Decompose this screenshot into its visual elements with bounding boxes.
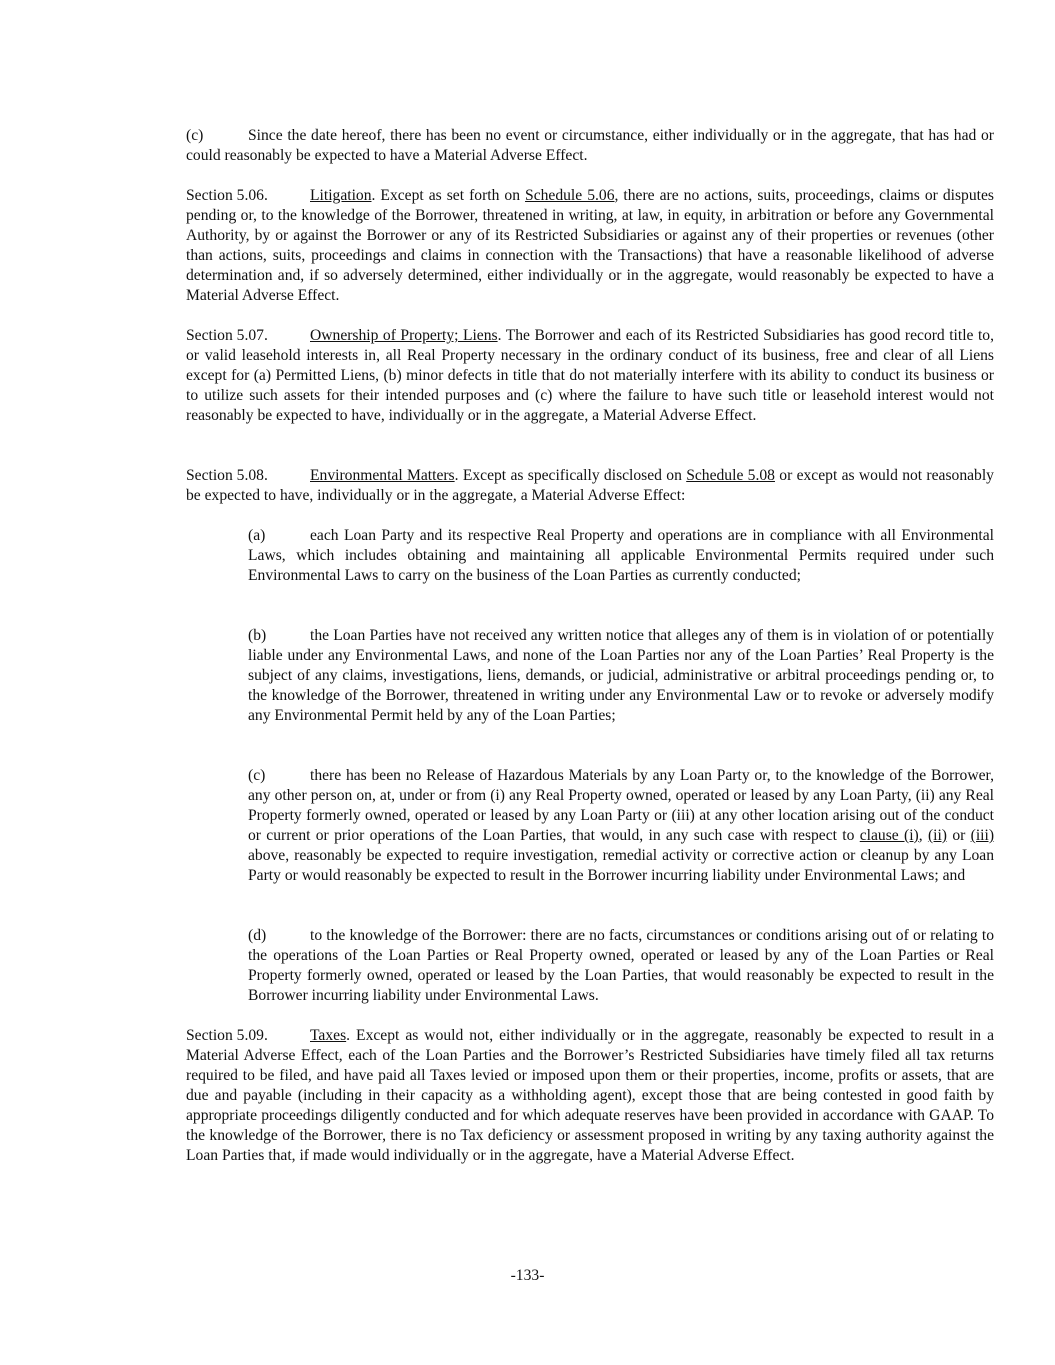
paragraph-label: (c) [186, 127, 204, 144]
page-number: -133- [510, 1267, 545, 1284]
paragraph-text: Since the date hereof, there has been no event or circumstance, either individually or in the aggregate, that has had or could reasonably be expected to have a Material Adverse Effect. [186, 127, 994, 164]
section-number: Section 5.09. [186, 1027, 268, 1044]
section-number: Section 5.08. [186, 467, 268, 484]
section-5-06-litigation [124, 186, 994, 306]
section-text: or except as would not reasonably be expected to have, individually or in the aggregate, a Material Adverse Effect: [186, 467, 994, 504]
section-text-pre: . Except as set forth on [371, 187, 526, 204]
environmental-item-c [186, 766, 994, 886]
section-text: , there are no actions, suits, proceedings, claims or disputes pending or, to the knowledge of the Borrower, threatened in writing, at law, in equity, in arbitration or before any Governmental Authority, by or against the Borrower or any of its Restricted Subsidiaries or against any of their properties or revenues (other than actions, suits, proceedings and claims in connection with the Transactions) that have a reasonable likelihood of adverse determination and, if so adversely determined, either individually or in the aggregate, would reasonably be expected to have a Material Adverse Effect. [186, 187, 994, 304]
section-title: Taxes [310, 1027, 347, 1044]
item-text: each Loan Party and its respective Real Property and operations are in compliance with all Environmental Laws, which includes obtaining and maintaining all applicable Environmental Permits required under such Environmental Laws to carry on the business of the Loan Parties as currently conducted; [248, 527, 994, 584]
environmental-item-d [186, 926, 994, 1006]
schedule-reference: Schedule 5.06 [525, 187, 615, 204]
item-label: (c) [248, 767, 266, 784]
section-title: Ownership of Property; Liens [310, 327, 498, 344]
item-separator: , [918, 827, 928, 844]
section-5-09-taxes [124, 1026, 994, 1166]
item-text: the Loan Parties have not received any written notice that alleges any of them is in violation of or potentially liable under any Environmental Laws, and none of the Loan Parties nor any of the Loan Parties’ Real Property is the subject of any claims, investigations, liens, demands, or judicial, administrative or arbitral proceedings pending or, to the knowledge of the Borrower, threatened in writing under any Environmental Law or to revoke or adversely modify any Environmental Permit held by any of the Loan Parties; [248, 627, 994, 724]
section-title: Environmental Matters [310, 467, 455, 484]
section-number: Section 5.06. [186, 187, 268, 204]
schedule-reference: Schedule 5.08 [686, 467, 775, 484]
section-5-08-environmental-matters [124, 466, 994, 506]
item-label: (d) [248, 927, 267, 944]
clause-reference: (ii) [927, 827, 948, 844]
section-text: . The Borrower and each of its Restricted Subsidiaries has good record title to, or valid leasehold interests in, all Real Property necessary in the ordinary conduct of its business, free and clear of all Liens except for (a) Permitted Liens, (b) minor defects in title that do not materially interfere with its ability to conduct its business or to utilize such assets for their intended purposes and (c) where the failure to have such title or leasehold interest would not reasonably be expected to have, individually or in the aggregate, a Material Adverse Effect. [186, 327, 994, 424]
paragraph-c-material-adverse-effect [124, 126, 994, 166]
clause-reference: clause (i) [859, 827, 919, 844]
environmental-item-b [186, 626, 994, 726]
section-5-07-ownership-of-property [124, 326, 994, 426]
item-label: (b) [248, 627, 267, 644]
clause-reference: (iii) [970, 827, 995, 844]
section-number: Section 5.07. [186, 327, 268, 344]
item-text: to the knowledge of the Borrower: there are no facts, circumstances or conditions arising out of or relating to the operations of the Loan Parties or Real Property owned, operated or leased by any of the Loan Parties or Real Property formerly owned, operated or leased by the Loan Parties, that would reasonably be expected to result in the Borrower incurring liability under Environmental Laws. [248, 927, 994, 1004]
section-text-pre: . Except as specifically disclosed on [454, 467, 687, 484]
item-label: (a) [248, 527, 266, 544]
item-text: above, reasonably be expected to require investigation, remedial activity or corrective action or cleanup by any Loan Party or would reasonably be expected to result in the Borrower incurring liability under Environmental Laws; and [248, 847, 994, 884]
item-text: there has been no Release of Hazardous Materials by any Loan Party or, to the knowledge of the Borrower, any other person on, at, under or from (i) any Real Property owned, operated or leased by any Loan Party, (ii) any Real Property formerly owned, operated or leased by any Loan Party or (iii) at any other location arising out of the conduct or current or prior operations of the Loan Parties, that would, in any such case with respect to [248, 767, 994, 844]
section-text: . Except as would not, either individually or in the aggregate, reasonably be expected to result in a Material Adverse Effect, each of the Loan Parties and the Borrower’s Restricted Subsidiaries have timely filed all tax returns required to be filed, and have paid all Taxes levied or imposed upon them or their properties, income, profits or assets, that are due and payable (including in their capacity as a withholding agent), except those that are being contested in good faith by appropriate proceedings diligently conducted and for which adequate reserves have been provided in accordance with GAAP. To the knowledge of the Borrower, there is no Tax deficiency or assessment proposed in writing by any taxing authority against the Loan Parties that, if made would individually or in the aggregate, have a Material Adverse Effect. [186, 1027, 994, 1164]
item-separator: or [947, 827, 971, 844]
section-title: Litigation [310, 187, 372, 204]
environmental-item-a [186, 526, 994, 586]
